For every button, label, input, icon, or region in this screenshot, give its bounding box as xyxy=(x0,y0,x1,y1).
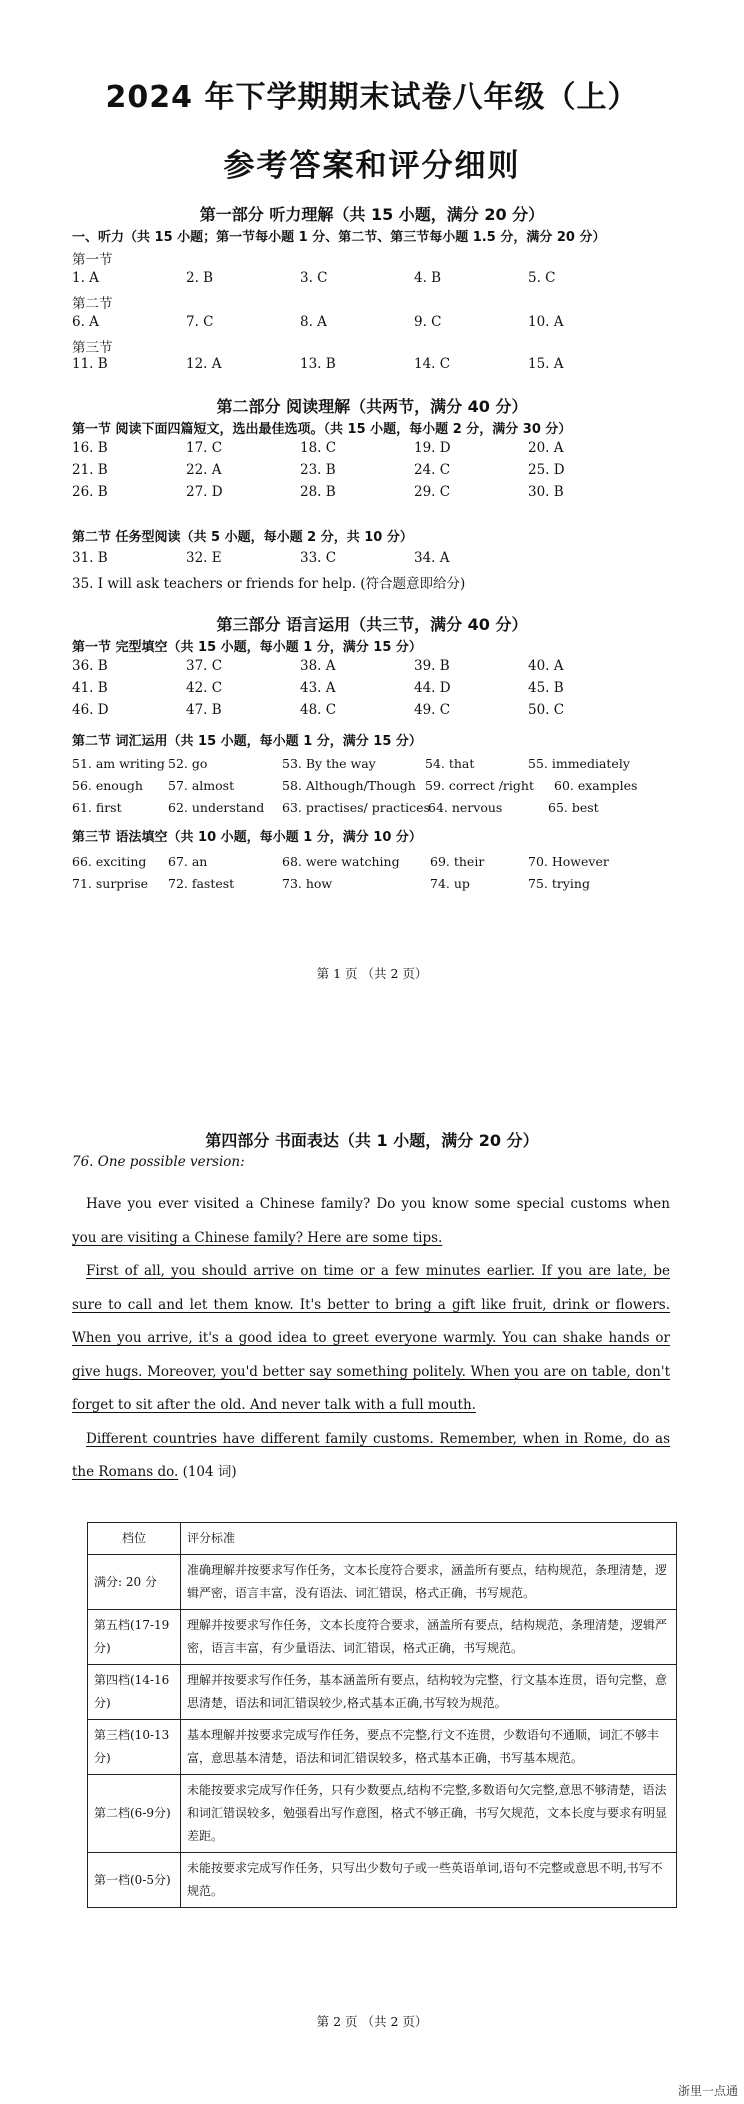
answer: 65. best xyxy=(548,800,599,815)
answer: 73. how xyxy=(282,876,333,891)
answer: 18. C xyxy=(300,440,337,456)
answer: 2. B xyxy=(186,270,214,286)
answer: 53. By the way xyxy=(282,756,376,771)
section-label: 第一节 xyxy=(72,252,113,268)
part2-sec2-title: 第二节 任务型阅读（共 5 小题，每小题 2 分，共 10 分） xyxy=(72,530,413,545)
answer: 7. C xyxy=(186,314,214,330)
answer: 68. were watching xyxy=(282,854,400,869)
rubric-level: 第二档(6-9分) xyxy=(88,1775,181,1853)
part4-heading: 第四部分 书面表达（共 1 小题，满分 20 分） xyxy=(205,1131,539,1150)
answer: 33. C xyxy=(300,550,337,566)
answer: 48. C xyxy=(300,702,337,718)
answer: 75. trying xyxy=(528,876,590,891)
answer: 45. B xyxy=(528,680,564,696)
answer: 61. first xyxy=(72,800,122,815)
answer: 24. C xyxy=(414,462,451,478)
answer: 59. correct /right xyxy=(425,778,534,793)
answer: 55. immediately xyxy=(528,756,630,771)
answer: 28. B xyxy=(300,484,336,500)
part1-heading: 第一部分 听力理解（共 15 小题，满分 20 分） xyxy=(199,205,545,224)
header-level: 档位 xyxy=(88,1523,181,1555)
answer: 10. A xyxy=(528,314,564,330)
answer: 64. nervous xyxy=(428,800,503,815)
answer: 69. their xyxy=(430,854,485,869)
answer: 29. C xyxy=(414,484,451,500)
answer: 3. C xyxy=(300,270,328,286)
essay-p1-text: Have you ever visited a Chinese family? Do you know some special customs when xyxy=(86,1196,670,1212)
part3-sec1-title: 第一节 完型填空（共 15 小题，每小题 1 分，满分 15 分） xyxy=(72,640,422,655)
document-subtitle: 参考答案和评分细则 xyxy=(223,148,521,184)
answer: 43. A xyxy=(300,680,336,696)
answer: 47. B xyxy=(186,702,222,718)
rubric-criteria: 理解并按要求写作任务，基本涵盖所有要点，结构较为完整，行文基本连贯，语句完整，意思清楚，语法和词汇错误较少,格式基本正确,书写较为规范。 xyxy=(181,1665,677,1720)
answer: 57. almost xyxy=(168,778,235,793)
answer: 8. A xyxy=(300,314,327,330)
answer: 63. practises/ practices xyxy=(282,800,430,815)
answer: 16. B xyxy=(72,440,108,456)
essay-p2-text: First of all, you should arrive on time or a few minutes earlier. If you are late, be sure to call and let them know. It's better to bring a gift like fruit, drink or flowers. When you arrive, it's a good idea to greet everyone warmly. You can shake hands or give hugs. Moreover, you'd better say something politely. When you are on table, don't forget to sit after the old. And never talk with a full mouth. xyxy=(72,1263,670,1413)
answer: 21. B xyxy=(72,462,108,478)
watermark: 浙里一点通 xyxy=(677,2084,738,2098)
answer: 23. B xyxy=(300,462,336,478)
rubric-level: 第四档(14-16分) xyxy=(88,1665,181,1720)
rubric-criteria: 基本理解并按要求完成写作任务，要点不完整,行文不连贯，少数语句不通顺，词汇不够丰富，意思基本清楚，语法和词汇错误较多，格式基本正确，书写基本规范。 xyxy=(181,1720,677,1775)
rubric-criteria: 准确理解并按要求写作任务，文本长度符合要求，涵盖所有要点，结构规范，条理清楚，逻辑严密，语言丰富，没有语法、词汇错误，格式正确，书写规范。 xyxy=(181,1555,677,1610)
rubric-criteria: 未能按要求完成写作任务，只有少数要点,结构不完整,多数语句欠完整,意思不够清楚，语法和词汇错误较多，勉强看出写作意图，格式不够正确，书写欠规范，文本长度与要求有明显差距。 xyxy=(181,1775,677,1853)
rubric-level: 第五档(17-19分) xyxy=(88,1610,181,1665)
table-row xyxy=(88,1720,677,1775)
document-title: 2024 年下学期期末试卷八年级（上） xyxy=(105,80,639,115)
essay-p1-underlined: you are visiting a Chinese family? Here are some tips. xyxy=(72,1229,443,1246)
rubric-criteria: 未能按要求完成写作任务，只写出少数句子或一些英语单词,语句不完整或意思不明,书写不规范。 xyxy=(181,1853,677,1908)
answer: 74. up xyxy=(430,876,470,891)
answer: 67. an xyxy=(168,854,208,869)
answer: 11. B xyxy=(72,356,108,372)
answer: 15. A xyxy=(528,356,564,372)
answer: 5. C xyxy=(528,270,556,286)
answer: 17. C xyxy=(186,440,223,456)
answer: 51. am writing xyxy=(72,756,165,771)
table-row xyxy=(88,1775,677,1853)
header-criteria: 评分标准 xyxy=(181,1523,677,1555)
answer: 60. examples xyxy=(554,778,638,793)
answer: 32. E xyxy=(186,550,222,566)
answer: 4. B xyxy=(414,270,442,286)
answer: 37. C xyxy=(186,658,223,674)
answer: 41. B xyxy=(72,680,108,696)
answer: 25. D xyxy=(528,462,565,478)
answer: 38. A xyxy=(300,658,336,674)
sample-essay xyxy=(72,1188,670,1490)
table-header-row xyxy=(88,1523,677,1555)
answer: 31. B xyxy=(72,550,108,566)
answer: 6. A xyxy=(72,314,99,330)
answer: 14. C xyxy=(414,356,451,372)
answer: 52. go xyxy=(168,756,208,771)
page1-footer: 第 1 页 （共 2 页） xyxy=(316,966,428,981)
essay-label: 76. One possible version: xyxy=(72,1154,245,1170)
table-row xyxy=(88,1665,677,1720)
table-row xyxy=(88,1853,677,1908)
answer: 36. B xyxy=(72,658,108,674)
answer: 66. exciting xyxy=(72,854,147,869)
part1-subheading: 一、听力（共 15 小题；第一节每小题 1 分、第二节、第三节每小题 1.5 分，满分 20 分） xyxy=(72,230,606,245)
part3-heading: 第三部分 语言运用（共三节，满分 40 分） xyxy=(216,615,528,634)
essay-paragraph-1 xyxy=(72,1188,670,1255)
rubric-level: 满分: 20 分 xyxy=(88,1555,181,1610)
answer: 50. C xyxy=(528,702,565,718)
answer: 70. However xyxy=(528,854,609,869)
answer: 46. D xyxy=(72,702,109,718)
answer: 20. A xyxy=(528,440,564,456)
essay-p3-text: Different countries have different family customs. Remember, when in Rome, do as the Romans do. xyxy=(72,1430,670,1480)
answer: 27. D xyxy=(186,484,223,500)
part2-sec1-title: 第一节 阅读下面四篇短文，选出最佳选项。（共 15 小题，每小题 2 分，满分 30 分） xyxy=(72,422,572,437)
page2-footer: 第 2 页 （共 2 页） xyxy=(316,2014,428,2029)
word-count: (104 词) xyxy=(182,1464,237,1480)
section-label: 第二节 xyxy=(72,296,113,312)
answer: 71. surprise xyxy=(72,876,149,891)
section-label: 第三节 xyxy=(72,340,113,356)
part2-heading: 第二部分 阅读理解（共两节，满分 40 分） xyxy=(216,397,528,416)
essay-paragraph-3 xyxy=(72,1423,670,1490)
answer: 9. C xyxy=(414,314,442,330)
answer: 30. B xyxy=(528,484,564,500)
answer: 72. fastest xyxy=(168,876,235,891)
answer: 13. B xyxy=(300,356,336,372)
answer: 19. D xyxy=(414,440,451,456)
answer: 44. D xyxy=(414,680,451,696)
rubric-level: 第一档(0-5分) xyxy=(88,1853,181,1908)
answer: 42. C xyxy=(186,680,223,696)
answer: 12. A xyxy=(186,356,222,372)
rubric-level: 第三档(10-13分) xyxy=(88,1720,181,1775)
answer: 34. A xyxy=(414,550,450,566)
answer: 49. C xyxy=(414,702,451,718)
answer: 56. enough xyxy=(72,778,143,793)
table-row xyxy=(88,1610,677,1665)
part3-sec2-title: 第二节 词汇运用（共 15 小题，每小题 1 分，满分 15 分） xyxy=(72,734,422,749)
part3-sec3-title: 第三节 语法填空（共 10 小题，每小题 1 分，满分 10 分） xyxy=(72,830,422,845)
answer: 62. understand xyxy=(168,800,265,815)
scoring-rubric-table xyxy=(87,1522,677,1908)
answer: 40. A xyxy=(528,658,564,674)
table-row xyxy=(88,1555,677,1610)
answer: 58. Although/Though xyxy=(282,778,416,793)
answer-35: 35. I will ask teachers or friends for help. (符合题意即给分) xyxy=(72,576,466,592)
answer: 1. A xyxy=(72,270,99,286)
answer: 54. that xyxy=(425,756,475,771)
rubric-criteria: 理解并按要求写作任务，文本长度符合要求，涵盖所有要点，结构规范，条理清楚，逻辑严密，语言丰富，有少量语法、词汇错误，格式正确，书写规范。 xyxy=(181,1610,677,1665)
essay-paragraph-2 xyxy=(72,1255,670,1423)
answer: 39. B xyxy=(414,658,450,674)
answer: 26. B xyxy=(72,484,108,500)
answer: 22. A xyxy=(186,462,222,478)
